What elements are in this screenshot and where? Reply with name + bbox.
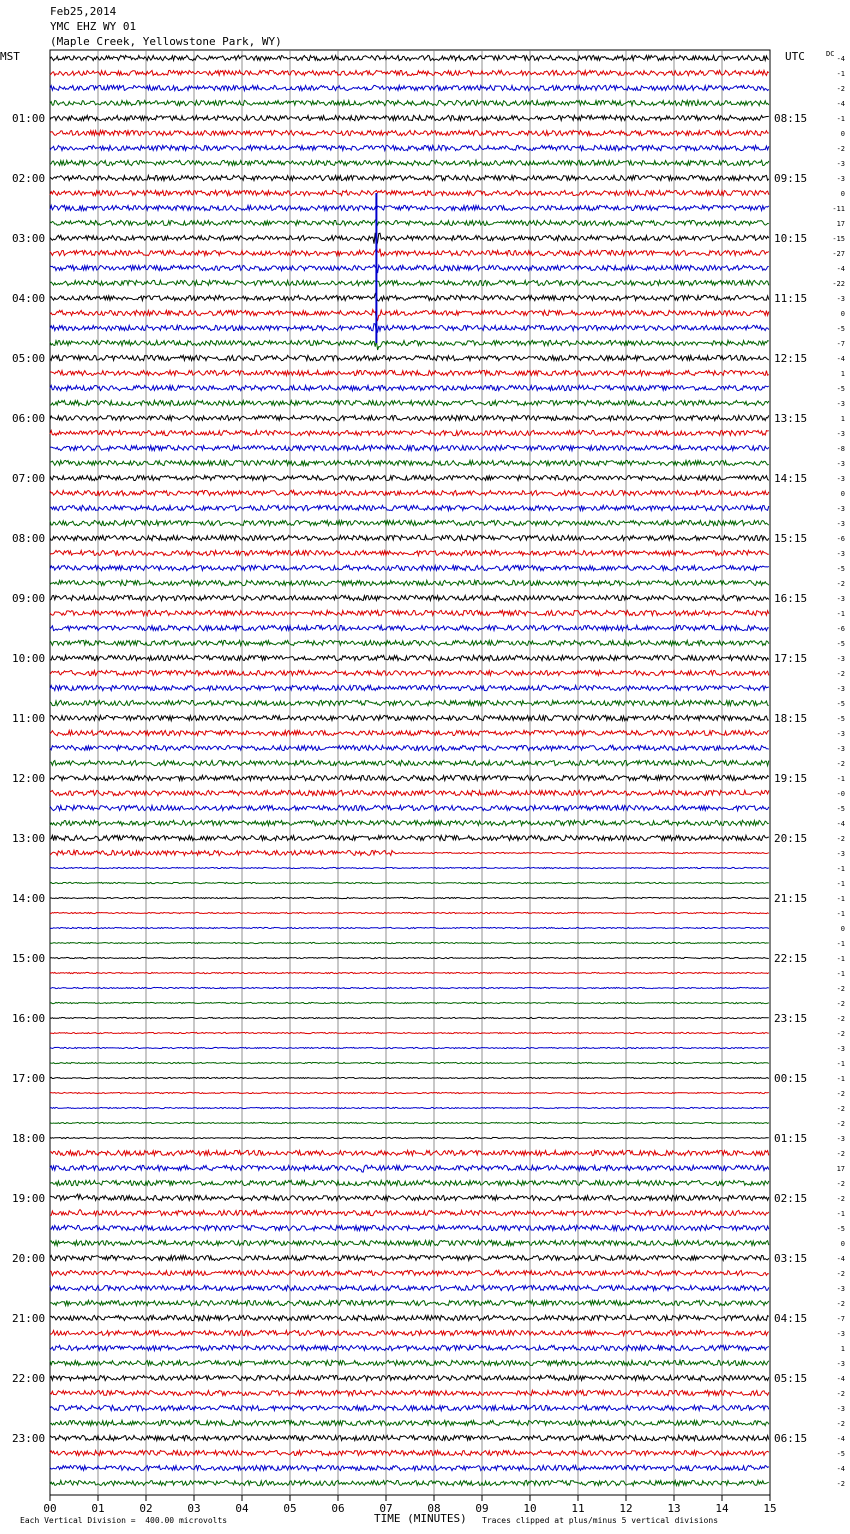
seismic-trace <box>50 610 769 615</box>
dc-offset-label: -1 <box>836 880 845 888</box>
seismic-trace <box>50 370 769 375</box>
seismic-trace <box>50 1285 769 1290</box>
right-hour-label: 09:15 <box>774 172 808 185</box>
right-hour-label: 10:15 <box>774 232 808 245</box>
seismic-trace <box>50 897 769 898</box>
left-hour-label: 17:00 <box>12 1072 46 1085</box>
seismic-trace <box>50 1122 769 1123</box>
left-hour-label: 09:00 <box>12 592 46 605</box>
seismic-trace <box>50 1002 769 1003</box>
dc-offset-label: 1 <box>840 1345 845 1353</box>
seismic-trace <box>50 640 769 645</box>
left-hour-label: 16:00 <box>12 1012 46 1025</box>
right-hour-label: 23:15 <box>774 1012 808 1025</box>
dc-offset-label: -4 <box>836 55 845 63</box>
seismic-trace <box>50 987 769 988</box>
dc-offset-label: -2 <box>836 85 845 93</box>
dc-offset-label: -5 <box>836 1225 845 1233</box>
seismic-trace <box>50 248 769 256</box>
dc-offset-label: 17 <box>836 220 845 228</box>
seismic-trace <box>50 685 769 690</box>
seismic-trace <box>50 1137 769 1138</box>
scale-note: Each Vertical Division = 400.00 microvolts <box>20 1516 228 1525</box>
dc-offset-label: -1 <box>836 1060 845 1068</box>
seismic-trace <box>50 70 769 75</box>
seismic-trace <box>50 595 769 600</box>
seismic-trace <box>50 1062 769 1063</box>
dc-offset-label: -3 <box>836 1330 845 1338</box>
clip-note: Traces clipped at plus/minus 5 vertical divisions <box>482 1516 719 1525</box>
left-hour-label: 05:00 <box>12 352 46 365</box>
dc-offset-label: 0 <box>840 190 845 198</box>
seismic-trace <box>50 1165 769 1172</box>
seismic-trace <box>50 1032 769 1033</box>
left-hour-label: 02:00 <box>12 172 46 185</box>
right-hour-label: 21:15 <box>774 892 808 905</box>
left-hour-label: 01:00 <box>12 112 46 125</box>
seismic-trace <box>50 957 769 958</box>
dc-offset-label: -3 <box>836 160 845 168</box>
chart-title-station: YMC EHZ WY 01 <box>50 20 137 33</box>
dc-offset-label: -2 <box>836 1270 845 1278</box>
dc-offset-label: -4 <box>836 1255 845 1263</box>
seismic-trace <box>50 190 769 195</box>
seismic-trace <box>50 340 769 350</box>
seismic-trace <box>50 430 769 435</box>
seismic-trace <box>50 1345 769 1350</box>
dc-label: DC <box>826 50 835 58</box>
dc-offset-label: -2 <box>836 760 845 768</box>
dc-offset-label: -7 <box>836 1315 845 1323</box>
right-timezone-label: UTC <box>785 50 805 63</box>
dc-offset-label: -6 <box>836 535 845 543</box>
dc-offset-label: 0 <box>840 130 845 138</box>
seismic-trace <box>50 850 769 855</box>
seismic-trace <box>50 580 769 585</box>
dc-offset-label: -1 <box>836 940 845 948</box>
dc-offset-label: -1 <box>836 865 845 873</box>
x-tick-label: 09 <box>475 1502 489 1515</box>
seismic-trace <box>50 324 769 334</box>
right-hour-label: 05:15 <box>774 1372 808 1385</box>
right-hour-label: 17:15 <box>774 652 808 665</box>
left-hour-label: 03:00 <box>12 232 46 245</box>
seismic-trace <box>50 445 769 450</box>
seismic-trace <box>50 1360 769 1365</box>
dc-offset-label: 0 <box>840 310 845 318</box>
dc-offset-label: -2 <box>836 1105 845 1113</box>
dc-offset-label: -1 <box>836 115 845 123</box>
right-hour-label: 22:15 <box>774 952 808 965</box>
seismic-trace <box>50 535 769 540</box>
right-hour-label: 01:15 <box>774 1132 808 1145</box>
right-hour-label: 20:15 <box>774 832 808 845</box>
dc-offset-label: -1 <box>836 970 845 978</box>
seismic-trace <box>50 670 769 675</box>
dc-offset-label: -0 <box>836 790 845 798</box>
x-tick-label: 15 <box>763 1502 777 1515</box>
seismic-trace <box>50 233 769 247</box>
left-hour-label: 15:00 <box>12 952 46 965</box>
seismic-trace <box>50 1330 769 1335</box>
dc-offset-label: -2 <box>836 1480 845 1488</box>
seismic-trace <box>50 1047 769 1048</box>
right-hour-label: 14:15 <box>774 472 808 485</box>
seismic-trace <box>50 1180 769 1185</box>
seismic-trace <box>50 1092 769 1093</box>
dc-offset-label: -15 <box>832 235 845 243</box>
dc-offset-label: -5 <box>836 1450 845 1458</box>
dc-offset-label: 0 <box>840 925 845 933</box>
seismic-trace <box>50 415 769 420</box>
seismic-trace <box>50 145 769 150</box>
dc-offset-label: -2 <box>836 670 845 678</box>
x-tick-label: 06 <box>331 1502 345 1515</box>
dc-offset-label: -1 <box>836 895 845 903</box>
x-tick-label: 00 <box>43 1502 57 1515</box>
left-timezone-label: MST <box>0 50 20 63</box>
dc-offset-label: -6 <box>836 625 845 633</box>
seismic-trace <box>50 867 769 868</box>
dc-offset-label: -5 <box>836 700 845 708</box>
dc-offset-label: -4 <box>836 1435 845 1443</box>
dc-offset-label: -2 <box>836 580 845 588</box>
x-tick-label: 07 <box>379 1502 393 1515</box>
dc-offset-label: -1 <box>836 1075 845 1083</box>
left-hour-label: 21:00 <box>12 1312 46 1325</box>
seismic-trace <box>50 1465 769 1470</box>
x-tick-label: 13 <box>667 1502 681 1515</box>
seismic-trace <box>50 160 769 165</box>
seismic-trace <box>50 1435 769 1440</box>
seismic-trace <box>50 820 769 825</box>
dc-offset-label: -11 <box>832 205 845 213</box>
left-hour-label: 23:00 <box>12 1432 46 1445</box>
x-tick-label: 11 <box>571 1502 585 1515</box>
seismic-trace <box>50 400 769 405</box>
dc-offset-label: -5 <box>836 715 845 723</box>
dc-offset-label: -22 <box>832 280 845 288</box>
dc-offset-label: -1 <box>836 610 845 618</box>
dc-offset-label: -3 <box>836 1405 845 1413</box>
dc-offset-label: -3 <box>836 460 845 468</box>
dc-offset-label: -2 <box>836 1030 845 1038</box>
x-axis-label: TIME (MINUTES) <box>374 1512 467 1525</box>
seismic-trace <box>50 55 769 60</box>
dc-offset-label: -2 <box>836 985 845 993</box>
x-tick-label: 05 <box>283 1502 297 1515</box>
x-tick-label: 04 <box>235 1502 249 1515</box>
dc-offset-label: 17 <box>836 1165 845 1173</box>
seismic-trace <box>50 1315 769 1320</box>
right-hour-label: 03:15 <box>774 1252 808 1265</box>
seismic-trace <box>50 175 769 180</box>
seismic-trace <box>50 1194 769 1200</box>
dc-offset-label: -4 <box>836 1375 845 1383</box>
dc-offset-label: -3 <box>836 430 845 438</box>
dc-offset-label: 1 <box>840 415 845 423</box>
dc-offset-label: -3 <box>836 730 845 738</box>
dc-offset-label: -2 <box>836 1000 845 1008</box>
left-hour-label: 19:00 <box>12 1192 46 1205</box>
dc-offset-label: -3 <box>836 1360 845 1368</box>
right-hour-label: 00:15 <box>774 1072 808 1085</box>
x-tick-label: 02 <box>139 1502 153 1515</box>
seismic-trace <box>50 505 769 510</box>
seismic-trace <box>50 490 769 495</box>
seismic-trace <box>50 700 769 705</box>
chart-title-location: (Maple Creek, Yellowstone Park, WY) <box>50 35 282 48</box>
x-tick-label: 01 <box>91 1502 105 1515</box>
seismic-trace <box>50 835 769 840</box>
seismic-trace <box>50 730 769 735</box>
seismic-trace <box>50 1255 769 1260</box>
x-tick-label: 14 <box>715 1502 729 1515</box>
right-hour-label: 16:15 <box>774 592 808 605</box>
seismic-trace <box>50 805 769 810</box>
dc-offset-label: -2 <box>836 145 845 153</box>
dc-offset-label: -2 <box>836 1180 845 1188</box>
seismic-trace <box>50 385 769 390</box>
seismic-trace <box>50 265 769 273</box>
dc-offset-label: -3 <box>836 505 845 513</box>
dc-offset-label: 0 <box>840 1240 845 1248</box>
seismic-trace <box>50 310 769 321</box>
dc-offset-label: -3 <box>836 400 845 408</box>
dc-offset-label: -5 <box>836 385 845 393</box>
left-hour-label: 04:00 <box>12 292 46 305</box>
seismic-trace <box>50 790 769 795</box>
dc-offset-label: -2 <box>836 1195 845 1203</box>
seismic-trace <box>50 912 769 913</box>
right-hour-label: 11:15 <box>774 292 808 305</box>
dc-offset-label: -3 <box>836 295 845 303</box>
seismic-trace <box>50 1225 769 1230</box>
seismic-trace <box>50 1480 769 1485</box>
dc-offset-label: -27 <box>832 250 845 258</box>
dc-offset-label: -5 <box>836 805 845 813</box>
seismic-trace <box>50 625 769 630</box>
seismic-trace <box>50 1420 769 1425</box>
dc-offset-label: -1 <box>836 1210 845 1218</box>
seismic-trace <box>50 280 769 286</box>
seismic-trace <box>50 100 769 105</box>
left-hour-label: 12:00 <box>12 772 46 785</box>
right-hour-label: 02:15 <box>774 1192 808 1205</box>
seismic-trace <box>50 1390 769 1395</box>
seismic-trace <box>50 85 769 90</box>
dc-offset-label: -5 <box>836 640 845 648</box>
right-hour-label: 04:15 <box>774 1312 808 1325</box>
seismic-trace <box>50 715 769 720</box>
seismic-trace <box>50 1017 769 1018</box>
seismic-trace <box>50 550 769 555</box>
seismic-trace <box>50 1107 769 1108</box>
dc-offset-label: -2 <box>836 1300 845 1308</box>
dc-offset-label: -3 <box>836 1285 845 1293</box>
left-hour-label: 07:00 <box>12 472 46 485</box>
dc-offset-label: -2 <box>836 1150 845 1158</box>
right-hour-label: 13:15 <box>774 412 808 425</box>
seismic-trace <box>50 130 769 135</box>
dc-offset-label: -2 <box>836 1120 845 1128</box>
seismic-trace <box>50 294 769 301</box>
dc-offset-label: -3 <box>836 685 845 693</box>
seismic-trace <box>50 1077 769 1078</box>
dc-offset-label: -3 <box>836 175 845 183</box>
seismic-trace <box>50 655 769 660</box>
dc-offset-label: -3 <box>836 1045 845 1053</box>
left-hour-label: 20:00 <box>12 1252 46 1265</box>
seismic-trace <box>50 205 769 210</box>
left-hour-label: 08:00 <box>12 532 46 545</box>
left-hour-label: 22:00 <box>12 1372 46 1385</box>
dc-offset-label: -4 <box>836 265 845 273</box>
dc-offset-label: -8 <box>836 445 845 453</box>
seismic-trace <box>50 1240 769 1245</box>
right-hour-label: 12:15 <box>774 352 808 365</box>
dc-offset-label: -2 <box>836 1015 845 1023</box>
seismic-trace <box>50 745 769 750</box>
left-hour-label: 18:00 <box>12 1132 46 1145</box>
seismic-trace <box>50 1150 769 1155</box>
dc-offset-label: -3 <box>836 1135 845 1143</box>
dc-offset-label: -2 <box>836 835 845 843</box>
dc-offset-label: -7 <box>836 340 845 348</box>
dc-offset-label: -1 <box>836 775 845 783</box>
seismic-trace <box>50 942 769 943</box>
dc-offset-label: -2 <box>836 1090 845 1098</box>
seismic-trace <box>50 115 769 120</box>
seismic-trace <box>50 475 769 480</box>
dc-offset-label: 1 <box>840 370 845 378</box>
dc-offset-label: -3 <box>836 550 845 558</box>
right-hour-label: 18:15 <box>774 712 808 725</box>
dc-offset-label: -3 <box>836 745 845 753</box>
seismic-trace <box>50 1270 769 1275</box>
seismic-trace <box>50 1375 769 1380</box>
dc-offset-label: -5 <box>836 325 845 333</box>
dc-offset-label: -3 <box>836 520 845 528</box>
seismic-trace <box>50 565 769 570</box>
seismic-trace <box>50 972 769 973</box>
seismic-trace <box>50 460 769 465</box>
chart-title-date: Feb25,2014 <box>50 5 117 18</box>
seismic-trace <box>50 1450 769 1455</box>
right-hour-label: 06:15 <box>774 1432 808 1445</box>
left-hour-label: 06:00 <box>12 412 46 425</box>
dc-offset-label: -4 <box>836 355 845 363</box>
dc-offset-label: -2 <box>836 1390 845 1398</box>
dc-offset-label: -3 <box>836 850 845 858</box>
left-hour-label: 14:00 <box>12 892 46 905</box>
left-hour-label: 13:00 <box>12 832 46 845</box>
dc-offset-label: -1 <box>836 955 845 963</box>
seismic-trace <box>50 220 769 226</box>
seismic-trace <box>50 520 769 525</box>
left-hour-label: 10:00 <box>12 652 46 665</box>
dc-offset-label: -5 <box>836 565 845 573</box>
seismic-trace <box>50 760 769 765</box>
seismic-trace <box>50 927 769 928</box>
dc-offset-label: -3 <box>836 655 845 663</box>
dc-offset-label: -1 <box>836 910 845 918</box>
dc-offset-label: -4 <box>836 1465 845 1473</box>
left-hour-label: 11:00 <box>12 712 46 725</box>
seismic-trace <box>50 1405 769 1410</box>
right-hour-label: 19:15 <box>774 772 808 785</box>
dc-offset-label: -4 <box>836 100 845 108</box>
x-tick-label: 10 <box>523 1502 537 1515</box>
dc-offset-label: -3 <box>836 475 845 483</box>
right-hour-label: 08:15 <box>774 112 808 125</box>
seismic-trace <box>50 882 769 883</box>
x-tick-label: 12 <box>619 1502 633 1515</box>
right-hour-label: 15:15 <box>774 532 808 545</box>
x-tick-label: 08 <box>427 1502 441 1515</box>
seismic-trace <box>50 1300 769 1305</box>
x-tick-label: 03 <box>187 1502 201 1515</box>
dc-offset-label: 0 <box>840 490 845 498</box>
dc-offset-label: -1 <box>836 70 845 78</box>
seismic-trace <box>50 355 769 360</box>
dc-offset-label: -2 <box>836 1420 845 1428</box>
dc-offset-label: -4 <box>836 820 845 828</box>
dc-offset-label: -3 <box>836 595 845 603</box>
seismic-trace <box>50 1210 769 1216</box>
seismic-trace <box>50 775 769 780</box>
